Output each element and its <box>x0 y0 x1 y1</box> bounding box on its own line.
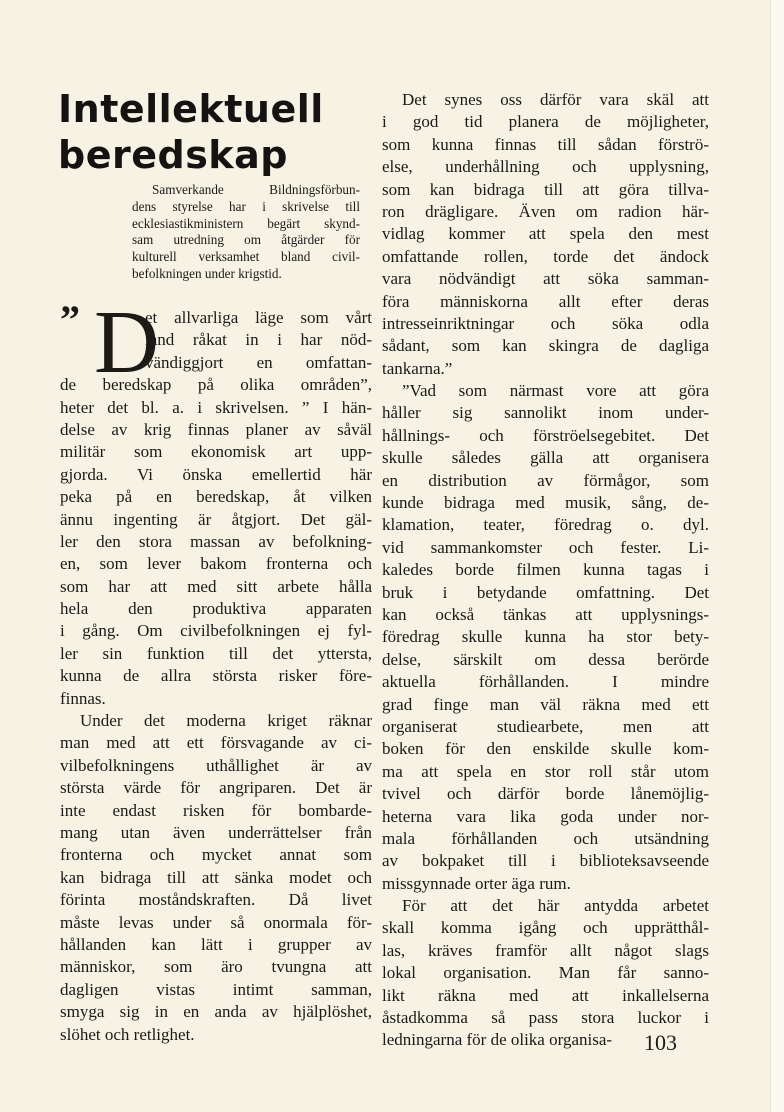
article-title <box>58 86 324 178</box>
text-line: tankarna.” <box>382 358 453 378</box>
text-line: största värde för angriparen. Det är <box>60 778 372 798</box>
text-line: delse av krig finnas planer av såväl <box>60 419 372 439</box>
text-line: ecklesiastikministern begärt skynd- <box>132 215 360 231</box>
right-column <box>382 89 709 1052</box>
text-line: Det synes oss därför vara skäl att <box>402 90 709 109</box>
paragraph <box>382 380 709 895</box>
text-line: bruk i betydande omfattning. Det <box>382 582 709 602</box>
text-line: militär som ekonomisk art upp- <box>60 442 372 462</box>
text-line: et allvarliga läge som vårt <box>145 308 372 327</box>
text-line: slöhet och retlighet. <box>60 1024 195 1044</box>
text-line: sådant, som kan skingra de dagliga <box>382 336 709 356</box>
text-line: finnas. <box>60 688 106 708</box>
text-line: hållanden kan lätt i grupper av <box>60 934 372 954</box>
text-line: ännu ingenting är åtgjort. Det gäl- <box>60 509 372 529</box>
text-line: som kan bidraga till att göra tillva- <box>382 179 709 199</box>
text-line: ler sin funktion till det yttersta, <box>60 643 372 663</box>
text-line: vändiggjort en omfattan- <box>145 352 372 372</box>
text-line: smyga sig in en anda av hjälplöshet, <box>60 1002 372 1022</box>
text-line: boken för den enskilde skulle kom- <box>382 739 709 759</box>
text-line: de beredskap på olika områden”, <box>60 375 372 395</box>
paragraph <box>60 710 372 1046</box>
text-line: skall komma igång och upprätthål- <box>382 918 709 938</box>
text-line: vara nödvändigt att söka samman- <box>382 269 709 289</box>
text-line: inte endast risken för bombarde- <box>60 800 372 820</box>
text-line: likt räkna med att inkallelserna <box>382 985 709 1005</box>
text-line: omfattande rollen, torde det ändock <box>382 246 709 266</box>
text-line: förinta moståndskraften. Då livet <box>60 890 372 910</box>
text-line: vid sammankomster och fester. Li- <box>382 537 709 557</box>
text-line: heter det bl. a. i skrivelsen. ” I hän- <box>60 397 372 417</box>
text-line: aktuella förhållanden. I mindre <box>382 672 709 692</box>
text-line: dagligen vistas intimt samman, <box>60 979 372 999</box>
text-line: håller sig sannolikt inom under- <box>382 403 709 423</box>
title-line: Intellektuell <box>58 87 324 131</box>
text-line: åstadkomma så pass stora luckor i <box>382 1008 709 1028</box>
text-line: organiserat studiearbete, men att <box>382 716 709 736</box>
text-line: man med att ett försvagande av ci- <box>60 733 372 753</box>
text-line: befolkningen under krigstid. <box>132 265 282 281</box>
left-column <box>60 307 372 1046</box>
text-line: skulle således gälla att organisera <box>382 448 709 468</box>
text-line: i god tid planera de möjligheter, <box>382 112 709 132</box>
text-line: av bokpaket till i biblioteksavseende <box>382 851 709 871</box>
opening-quote-mark: ” <box>60 297 80 342</box>
paragraph <box>60 307 372 710</box>
text-line: hållnings- och förströelsegebitet. Det <box>382 425 709 445</box>
drop-cap: D <box>94 293 159 392</box>
text-line: hela den produktiva apparaten <box>60 599 372 619</box>
text-line: en, som lever bakom fronterna och <box>60 554 372 574</box>
text-line: heterna vara lika goda under nor- <box>382 806 709 826</box>
page-number: 103 <box>644 1030 677 1055</box>
text-line: Samverkande Bildningsförbun- <box>152 182 360 197</box>
text-line: För att det här antydda arbetet <box>402 896 709 916</box>
text-line: else, underhållning och upplysning, <box>382 157 709 177</box>
text-line: en distribution av förmågor, som <box>382 470 709 490</box>
text-line: vilbefolkningens uthållighet är av <box>60 755 372 775</box>
text-line: gjorda. Vi önska emellertid här <box>60 464 372 484</box>
text-line: intresseinriktningar och söka odla <box>382 313 709 333</box>
text-line: ler den stora massan av befolkning- <box>60 531 372 551</box>
text-line: klamation, teater, föredrag o. dyl. <box>382 515 709 535</box>
text-line: lokal organisation. Man får sanno- <box>382 963 709 983</box>
text-line: land råkat in i har nöd- <box>145 330 372 350</box>
text-line: i gång. Om civilbefolkningen ej fyl- <box>60 621 372 641</box>
page-edge <box>770 0 784 1112</box>
text-line: kaledes borde filmen kunna tagas i <box>382 560 709 580</box>
text-line: kulturell verksamhet bland civil- <box>132 249 360 265</box>
text-line: mala förhållanden och utsändning <box>382 828 709 848</box>
text-line: kan också tänkas att upplysnings- <box>382 604 709 624</box>
text-line: ma att spela en stor roll står utom <box>382 761 709 781</box>
text-line: delse, särskilt om dessa berörde <box>382 649 709 669</box>
text-line: människor, som äro tvungna att <box>60 957 372 977</box>
text-line: föra människorna allt efter deras <box>382 291 709 311</box>
title-line: beredskap <box>58 133 288 177</box>
text-line: ledningarna för de olika organisa- <box>382 1030 613 1050</box>
text-line: kunna de allra största risker före- <box>60 666 372 686</box>
text-line: som har att med sitt arbete hålla <box>60 576 372 596</box>
text-line: las, kräves framför allt något slags <box>382 940 709 960</box>
text-line: ron drägligare. Även om radion här- <box>382 201 709 221</box>
text-line: kunde bidraga med musik, sång, de- <box>382 493 709 513</box>
text-line: vidlag kommer att spela den mest <box>382 224 709 244</box>
text-line: fronterna och mycket annat som <box>60 845 372 865</box>
text-line: kan bidraga till att sänka modet och <box>60 867 372 887</box>
text-line: mang utan även underrättelser från <box>60 822 372 842</box>
paragraph <box>382 895 709 1052</box>
text-line: sam utredning om åtgärder för <box>132 232 360 248</box>
text-line: måste levas under så onormala för- <box>60 912 372 932</box>
text-line: föredrag skulle kunna ha stor bety- <box>382 627 709 647</box>
text-line: dens styrelse har i skrivelse till <box>132 198 360 214</box>
text-line: peka på en beredskap, åt vilken <box>60 487 372 507</box>
text-line: grad finge man väl räkna med ett <box>382 694 709 714</box>
text-line: Under det moderna kriget räknar <box>80 711 372 731</box>
text-line: som kunna finnas till sådan förströ- <box>382 134 709 154</box>
article-lead <box>132 182 360 283</box>
paragraph <box>382 89 709 380</box>
text-line: ”Vad som närmast vore att göra <box>402 381 709 401</box>
text-line: tvivel och därför borde lånemöjlig- <box>382 784 709 804</box>
text-line: missgynnade orter äga rum. <box>382 873 571 893</box>
